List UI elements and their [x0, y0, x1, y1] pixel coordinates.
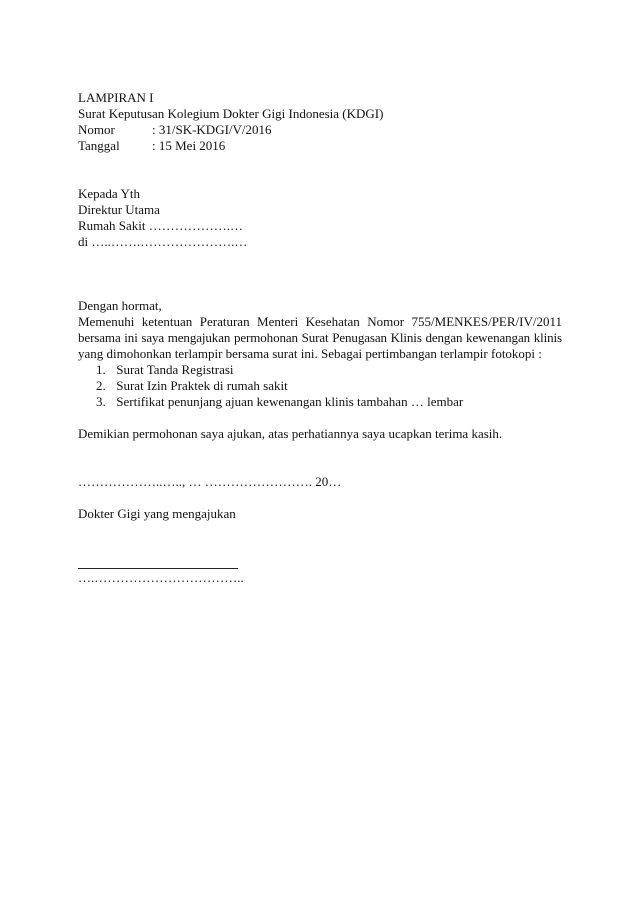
signatory-name-blank: ….…………………………….. [78, 570, 244, 585]
paragraph-line-2: bersama ini saya mengajukan permohonan Surat Penugasan Klinis dengan kewenangan klinis [78, 330, 562, 345]
addressee-position: Direktur Utama [78, 202, 160, 217]
addressee-location: di …..…….………………….… [78, 234, 248, 249]
list-number: 2. [96, 378, 106, 393]
list-text: Surat Izin Praktek di rumah sakit [116, 378, 288, 393]
list-number: 3. [96, 394, 106, 409]
list-item [96, 394, 463, 410]
letter-page [78, 0, 562, 903]
list-number: 1. [96, 362, 106, 377]
addressee-greeting: Kepada Yth [78, 186, 140, 201]
list-item [96, 362, 234, 378]
salutation: Dengan hormat, [78, 298, 162, 313]
attachment-title: LAMPIRAN I [78, 90, 154, 105]
decree-date-label: Tanggal [78, 138, 120, 153]
list-text: Sertifikat penunjang ajuan kewenangan klinis tambahan … lembar [116, 394, 464, 409]
signatory-role: Dokter Gigi yang mengajukan [78, 506, 236, 521]
closing-sentence: Demikian permohonan saya ajukan, atas perhatiannya saya ucapkan terima kasih. [78, 426, 503, 441]
decree-number-label: Nomor [78, 122, 115, 137]
list-item [96, 378, 288, 394]
list-text: Surat Tanda Registrasi [116, 362, 234, 377]
signature-line [78, 568, 238, 569]
paragraph-line-1: Memenuhi ketentuan Peraturan Menteri Kesehatan Nomor 755/MENKES/PER/IV/2011 [78, 314, 562, 329]
decree-number-value: : 31/SK-KDGI/V/2016 [152, 122, 272, 137]
decree-date-row [78, 138, 378, 154]
addressee-hospital: Rumah Sakit ……………….… [78, 218, 244, 233]
decree-date-value: : 15 Mei 2016 [152, 138, 226, 153]
decree-reference: Surat Keputusan Kolegium Dokter Gigi Indonesia (KDGI) [78, 106, 384, 121]
decree-number-row [78, 122, 378, 138]
paragraph-line-3: yang dimohonkan terlampir bersama surat ini. Sebagai pertimbangan terlampir fotokopi : [78, 346, 542, 361]
place-date-line: ………………..….., … ……………………. 20… [78, 474, 342, 489]
